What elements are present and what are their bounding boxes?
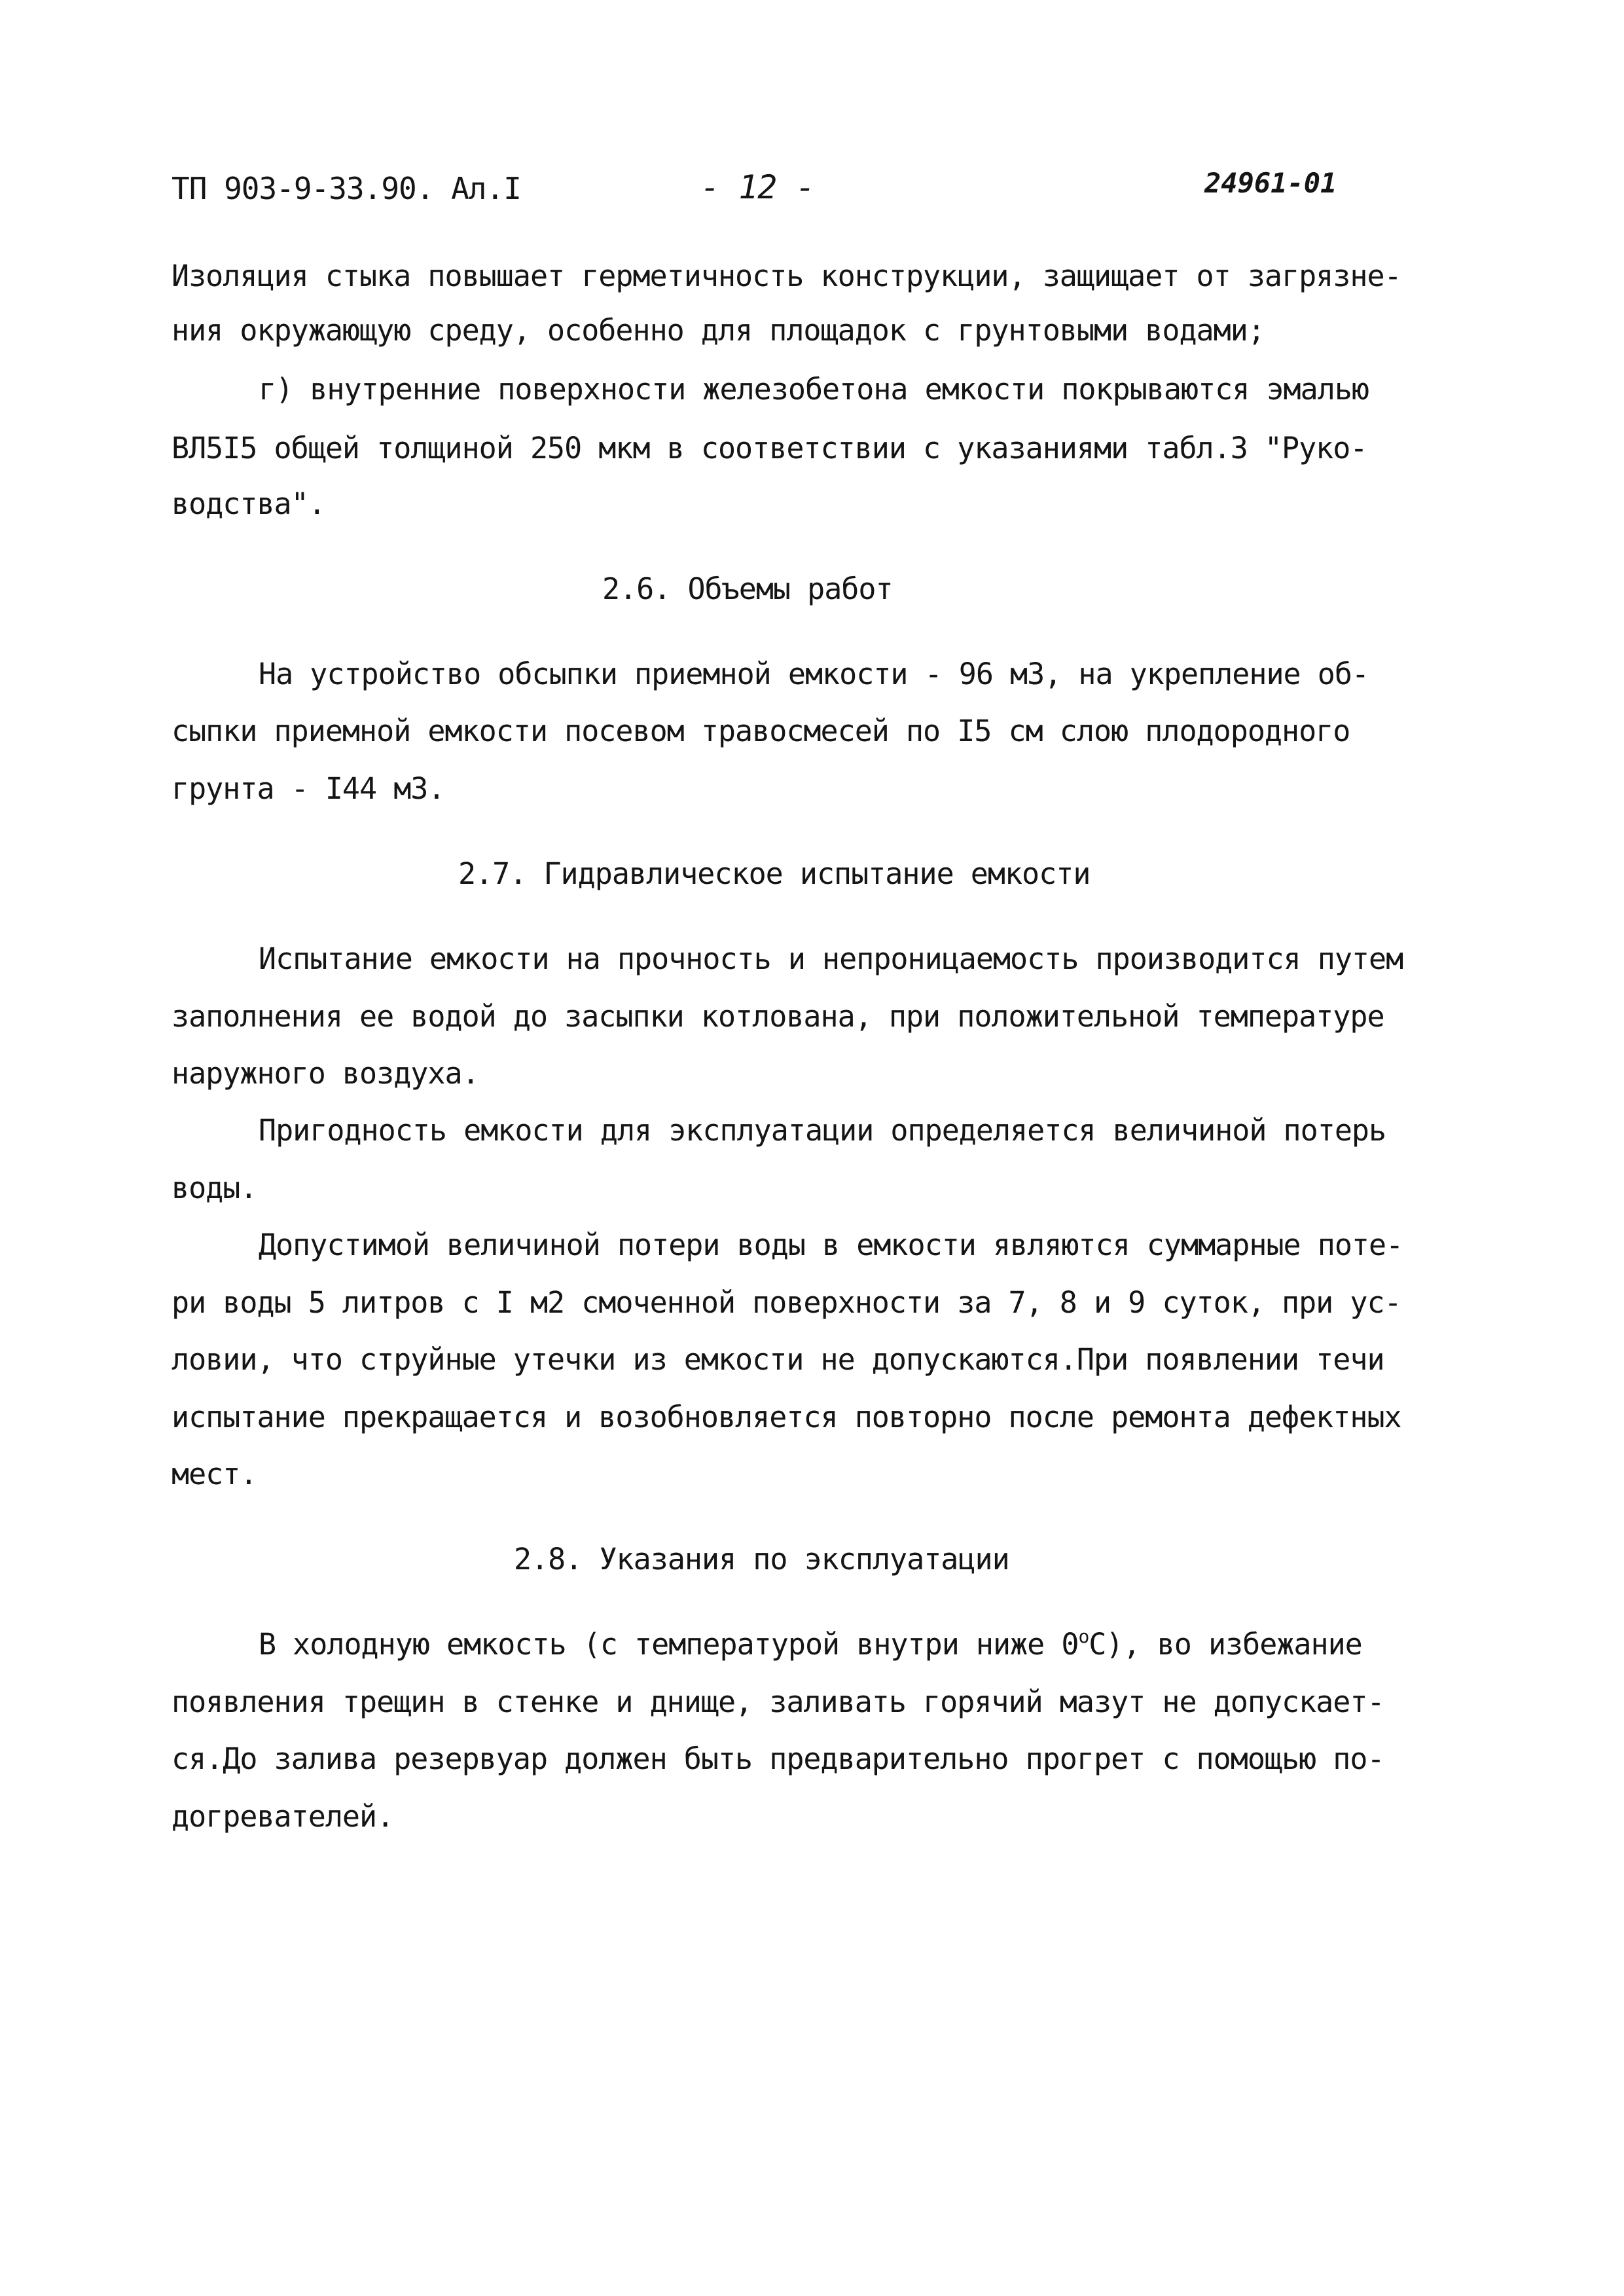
text-line: ния окружающую среду, особенно для площадок с грунтовыми водами; [171, 313, 1265, 348]
document-code: ТП 903-9-33.90. Ал.I [171, 171, 521, 206]
text-line: Изоляция стыка повышает герметичность конструкции, защищает от загрязне- [171, 259, 1401, 293]
text-line: На устройство обсыпки приемной емкости - 96 м3, на укрепление об- [259, 657, 1369, 691]
text-line: наружного воздуха. [171, 1056, 479, 1091]
text-line: Пригодность емкости для эксплуатации определяется величиной потерь [259, 1113, 1386, 1148]
text-segment: В холодную емкость (с температурой внутри ниже 0 [259, 1627, 1079, 1662]
text-line: ловии, что струйные утечки из емкости не допускаются.При появлении течи [171, 1342, 1384, 1377]
text-line: сыпки приемной емкости посевом травосмесей по I5 см слою плодородного [171, 714, 1350, 748]
text-line: мест. [171, 1457, 257, 1491]
text-line: появления трещин в стенке и днище, заливать горячий мазут не допускает- [171, 1685, 1384, 1719]
text-segment: С), во избежание [1089, 1627, 1362, 1662]
section-heading-2-6: 2.6. Объемы работ [602, 572, 893, 606]
text-line: заполнения ее водой до засыпки котлована, при положительной температуре [171, 999, 1384, 1034]
registration-number: 24961-01 [1204, 167, 1337, 199]
section-heading-2-8: 2.8. Указания по эксплуатации [514, 1542, 1009, 1576]
text-line [259, 1625, 1362, 1664]
text-line: ВЛ5I5 общей толщиной 250 мкм в соответствии с указаниями табл.3 "Руко- [171, 431, 1367, 465]
text-line: испытание прекращается и возобновляется повторно после ремонта дефектных [171, 1400, 1401, 1434]
text-line: Допустимой величиной потери воды в емкости являются суммарные поте- [259, 1228, 1403, 1262]
text-line: Испытание емкости на прочность и непроницаемость производится путем [259, 941, 1403, 976]
page-number: - 12 - [700, 168, 815, 206]
text-line: г) внутренние поверхности железобетона емкости покрываются эмалью [259, 372, 1369, 407]
text-line: ри воды 5 литров с I м2 смоченной поверхности за 7, 8 и 9 суток, при ус- [171, 1285, 1401, 1320]
text-line: ся.До залива резервуар должен быть предварительно прогрет с помощью по- [171, 1741, 1384, 1776]
text-line: грунта - I44 м3. [171, 771, 445, 806]
degree-superscript: о [1078, 1626, 1089, 1647]
section-heading-2-7: 2.7. Гидравлическое испытание емкости [458, 856, 1091, 891]
text-line: водства". [171, 486, 325, 521]
text-line: воды. [171, 1171, 257, 1205]
text-line: догревателей. [171, 1799, 394, 1834]
